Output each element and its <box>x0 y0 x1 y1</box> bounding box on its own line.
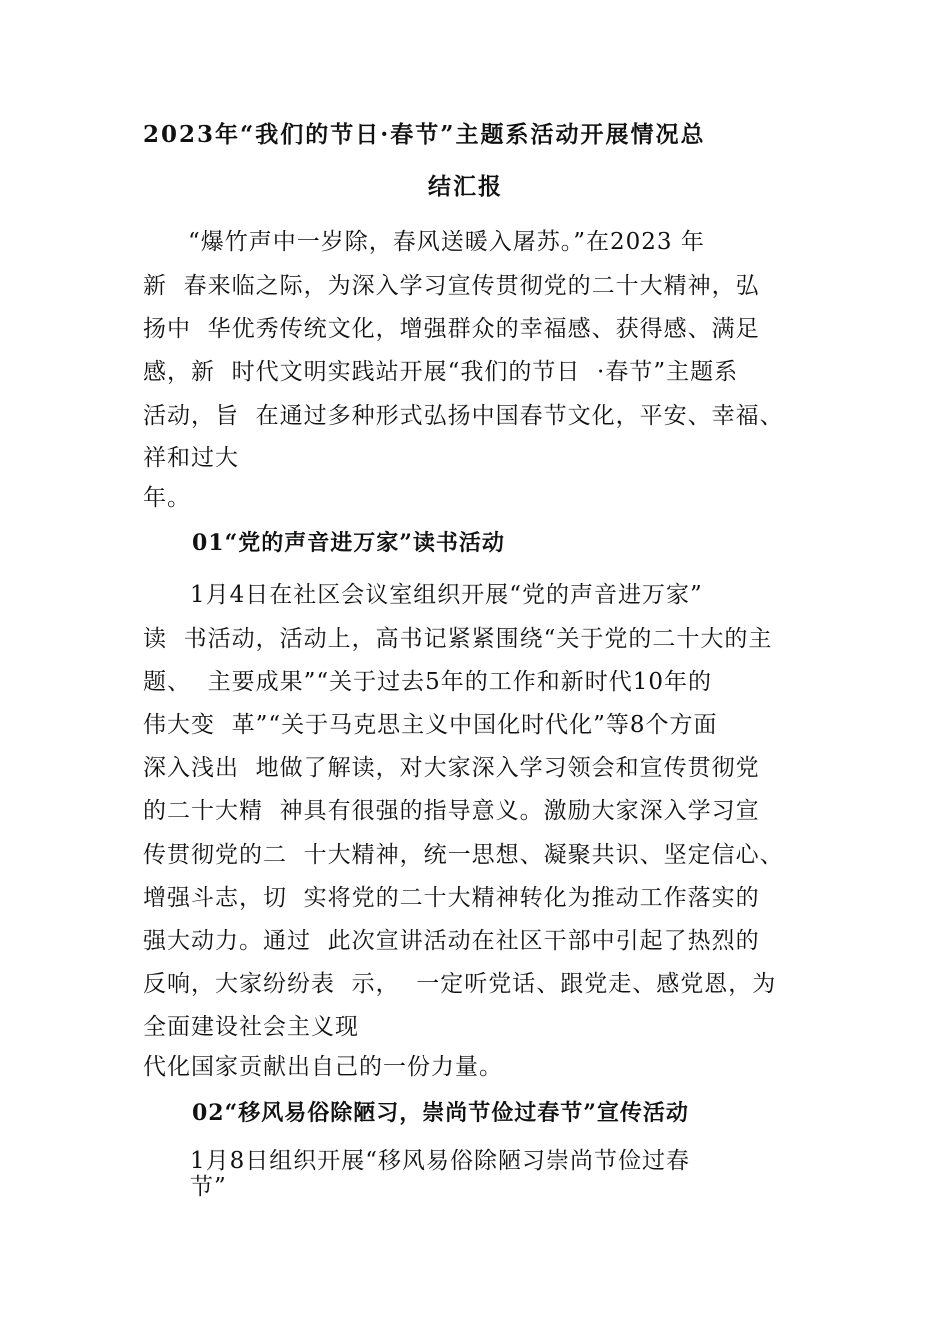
intro-paragraph-line: “爆竹声中一岁除，春风送暖入屠苏。”在2023 年 <box>188 229 705 255</box>
section-1-paragraph-line: 强大动力。通过 此次宣讲活动在社区干部中引起了热烈的 <box>143 928 760 954</box>
intro-paragraph-line: 祥和过大 <box>143 445 239 471</box>
section-1-paragraph-line: 1月4日在社区会议室组织开展“党的声音进万家” <box>190 582 703 608</box>
section-1-paragraph-line: 读 书活动，活动上，高书记紧紧围绕“关于党的二十大的主 <box>143 626 773 652</box>
section-1-paragraph-line: 全面建设社会主义现 <box>143 1014 359 1040</box>
section-2-paragraph-line: 节” <box>190 1174 227 1200</box>
section-1-paragraph-line: 题、 主要成果”“关于过去5年的工作和新时代10年的 <box>143 669 713 695</box>
section-2-heading: 02“移风易俗除陋习，崇尚节俭过春节”宣传活动 <box>192 1100 689 1126</box>
intro-paragraph-line: 活动，旨 在通过多种形式弘扬中国春节文化，平安、幸福、 <box>143 403 784 429</box>
section-1-paragraph-line: 的二十大精 神具有很强的指导意义。激励大家深入学习宣 <box>143 798 760 824</box>
section-1-paragraph-line: 代化国家贡献出自己的一份力量。 <box>143 1054 503 1080</box>
section-2-paragraph-line: 1月8日组织开展“移风易俗除陋习崇尚节俭过春 <box>190 1148 691 1174</box>
section-1-paragraph-line: 伟大变 革”“关于马克思主义中国化时代化”等8个方面 <box>143 712 718 738</box>
section-1-paragraph-line: 传贯彻党的二 十大精神，统一思想、凝聚共识、坚定信心、 <box>143 842 784 868</box>
intro-paragraph-line: 扬中 华优秀传统文化，增强群众的幸福感、获得感、满足 <box>143 316 760 342</box>
document-title-line-2: 结汇报 <box>428 173 503 200</box>
section-1-paragraph-line: 深入浅出 地做了解读，对大家深入学习领会和宣传贯彻党 <box>143 755 760 781</box>
section-1-paragraph-line: 增强斗志，切 实将党的二十大精神转化为推动工作落实的 <box>143 885 760 911</box>
document-title-line-1: 2023年“我们的节日·春节”主题系活动开展情况总 <box>143 121 706 148</box>
section-1-paragraph-line: 反响，大家纷纷表 示， 一定听党话、跟党走、感党恩，为 <box>143 971 777 997</box>
intro-paragraph-line: 新 春来临之际，为深入学习宣传贯彻党的二十大精神，弘 <box>143 273 760 299</box>
intro-paragraph-line: 感，新 时代文明实践站开展“我们的节日 ·春节”主题系 <box>143 359 739 385</box>
intro-paragraph-line: 年。 <box>143 485 191 511</box>
section-1-heading: 01“党的声音进万家”读书活动 <box>192 530 505 556</box>
